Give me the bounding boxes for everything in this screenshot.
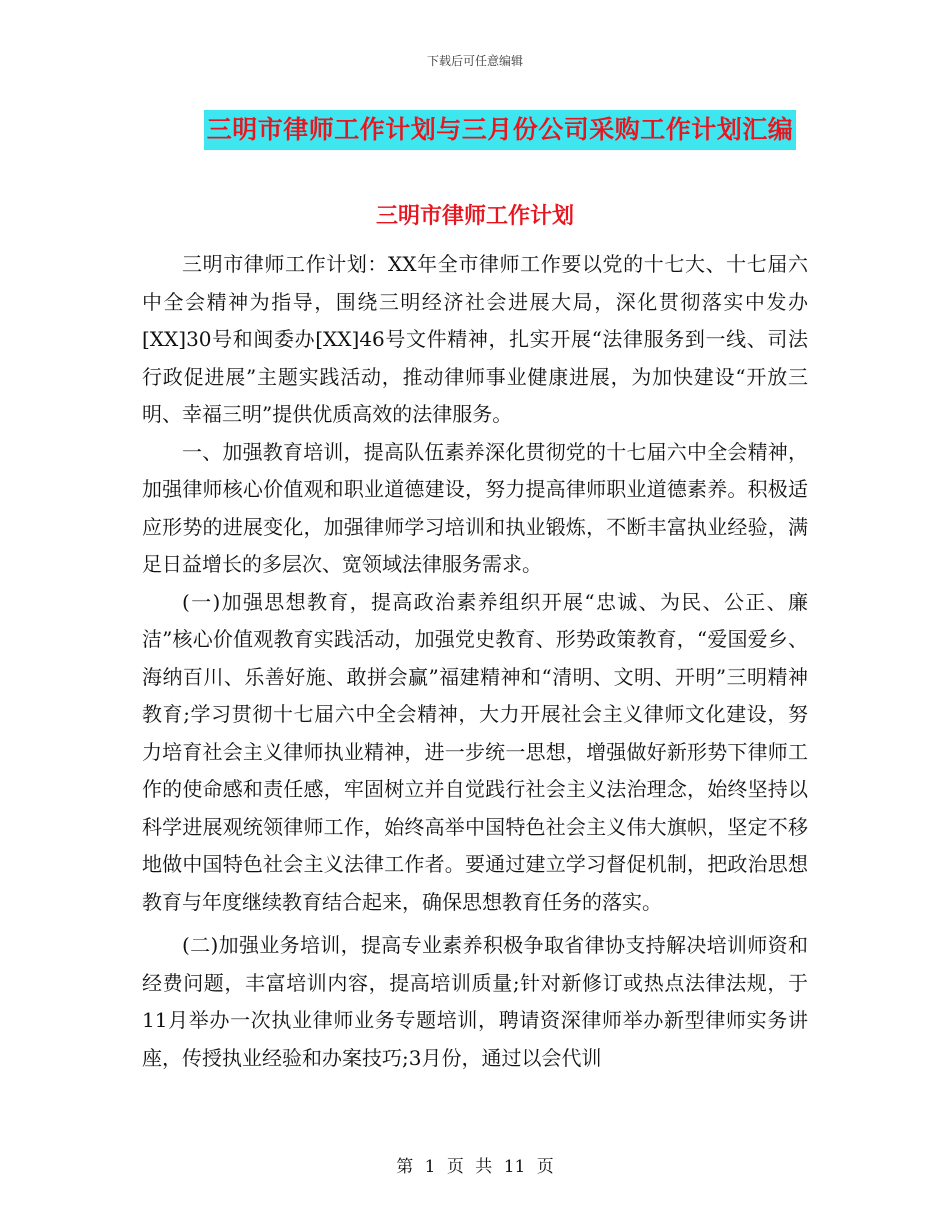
paragraph-subsection-one: (一)加强思想教育，提高政治素养组织开展“忠诚、为民、公正、廉洁”核心价值观教育实践活动，加强党史教育、形势政策教育，“爱国爱乡、海纳百川、乐善好施、敢拼会赢”福建精神和“清明、文明、开明”三明精神教育;学习贯彻十七届六中全会精神，大力开展社会主义律师文化建设，努力培育社会主义律师执业精神，进一步统一思想，增强做好新形势下律师工作的使命感和责任感，牢固树立并自觉践行社会主义法治理念，始终坚持以科学进展观统领律师工作，始终高举中国特色社会主义伟大旗帜，坚定不移地做中国特色社会主义法律工作者。要通过建立学习督促机制，把政治思想教育与年度继续教育结合起来，确保思想教育任务的落实。 [142, 589, 808, 914]
paragraph-section-one: 一、加强教育培训，提高队伍素养深化贯彻党的十七届六中全会精神，加强律师核心价值观和职业道德建设，努力提高律师职业道德素养。积极适应形势的进展变化，加强律师学习培训和执业锻炼，不断丰富执业经验，满足日益增长的多层次、宽领域法律服务需求。 [142, 439, 808, 576]
header-note: 下载后可任意编辑 [426, 54, 523, 68]
page-number: 第 1 页 共 11 页 [396, 1157, 554, 1177]
document-title: 三明市律师工作计划与三月份公司采购工作计划汇编 [204, 110, 797, 150]
section-title: 三明市律师工作计划 [375, 204, 574, 229]
document-body [142, 246, 808, 1077]
document-title-wrap [0, 110, 950, 150]
paragraph-intro: 三明市律师工作计划：XX年全市律师工作要以党的十七大、十七届六中全会精神为指导，围绕三明经济社会进展大局，深化贯彻落实中发办[XX]30号和闽委办[XX]46号文件精神，扎实开展“法律服务到一线、司法行政促进展”主题实践活动，推动律师事业健康进展，为加快建设“开放三明、幸福三明”提供优质高效的法律服务。 [142, 252, 808, 426]
paragraph-subsection-two: (二)加强业务培训，提高专业素养积极争取省律协支持解决培训师资和经费问题，丰富培训内容，提高培训质量;针对新修订或热点法律法规，于11月举办一次执业律师业务专题培训，聘请资深律师举办新型律师实务讲座，传授执业经验和办案技巧;3月份，通过以会代训 [142, 933, 808, 1070]
